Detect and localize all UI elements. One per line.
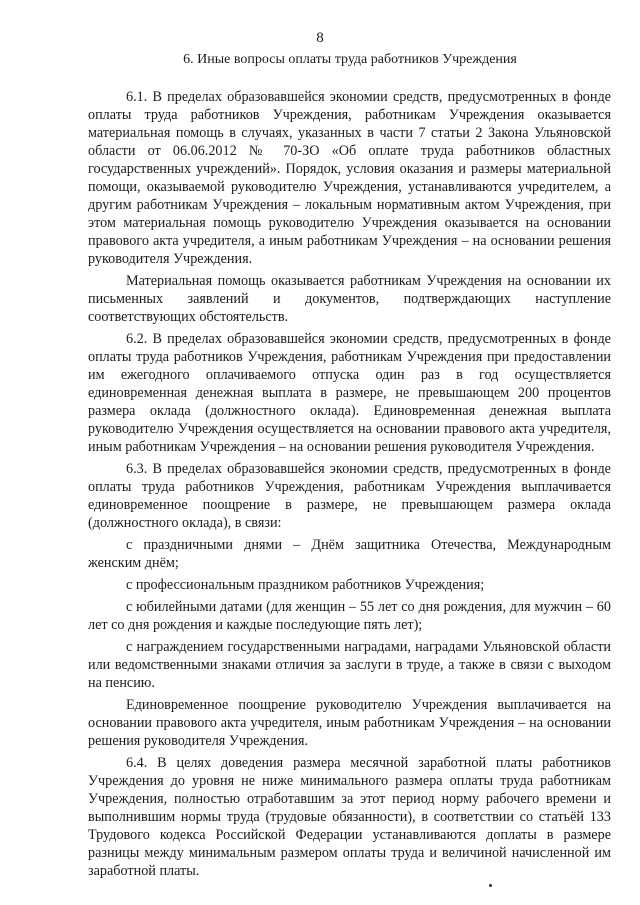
paragraph-6-2: 6.2. В пределах образовавшейся экономии средств, предусмотренных в фонде оплаты труда работников Учреждения, работникам Учреждения при предоставлении им ежегодного оплачиваемого отпуска один раз в год осуществляется единовременная денежная выплата в размере, не превышающем 200 процентов размера оклада (должностного оклада). Единовременная денежная выплата руководителю Учреждения осуществляется на основании правового акта учредителя, иным работникам Учреждения – на основании решения руководителя Учреждения.	[88, 331, 611, 455]
paragraph-6-3: 6.3. В пределах образовавшейся экономии средств, предусмотренных в фонде оплаты труда работников Учреждения, работникам Учреждения выплачивается единовременное поощрение в размере, не превышающем размера оклада (должностного оклада), в связи:	[88, 461, 611, 531]
list-item-anniversaries: с юбилейными датами (для женщин – 55 лет со дня рождения, для мужчин – 60 лет со дня рождения и каждые последующие пять лет);	[88, 599, 611, 633]
section-title: 6. Иные вопросы оплаты труда работников Учреждения	[183, 52, 517, 67]
document-body	[88, 88, 611, 884]
scan-speck	[489, 884, 492, 887]
paragraph-material-aid-basis: Материальная помощь оказывается работникам Учреждения на основании их письменных заявлений и документов, подтверждающих наступление соответствующих обстоятельств.	[88, 273, 611, 325]
list-item-holidays: с праздничными днями – Днём защитника Отечества, Международным женским днём;	[88, 537, 611, 571]
paragraph-6-4: 6.4. В целях доведения размера месячной заработной платы работников Учреждения до уровня не ниже минимального размера оплаты труда работникам Учреждения, полностью отработавшим за этот период норму рабочего времени и выполнившим нормы труда (трудовые обязанности), в соответствии со статьёй 133 Трудового кодекса Российской Федерации устанавливаются доплаты в размере разницы между минимальным размером оплаты труда и величиной начисленной им заработной платы.	[88, 755, 611, 879]
list-item-awards: с награждением государственными наградами, наградами Ульяновской области или ведомственными знаками отличия за заслуги в труде, а также в связи с выходом на пенсию.	[88, 639, 611, 691]
list-item-professional-holiday: с профессиональным праздником работников Учреждения;	[126, 577, 485, 593]
paragraph-bonus-basis: Единовременное поощрение руководителю Учреждения выплачивается на основании правового акта учредителя, иным работникам Учреждения – на основании решения руководителя Учреждения.	[88, 697, 611, 749]
page-number: 8	[316, 30, 324, 46]
paragraph-6-1: 6.1. В пределах образовавшейся экономии средств, предусмотренных в фонде оплаты труда работников Учреждения, работникам Учреждения оказывается материальная помощь в случаях, указанных в части 7 статьи 2 Закона Ульяновской области от 06.06.2012 № 70-ЗО «Об оплате труда работников областных государственных учреждений». Порядок, условия оказания и размеры материальной помощи, оказываемой руководителю Учреждения, устанавливаются учредителем, а другим работникам Учреждения – локальным нормативным актом Учреждения, при этом материальная помощь руководителю Учреждения оказывается на основании правового акта учредителя, а иным работникам Учреждения – на основании решения руководителя Учреждения.	[88, 89, 611, 267]
